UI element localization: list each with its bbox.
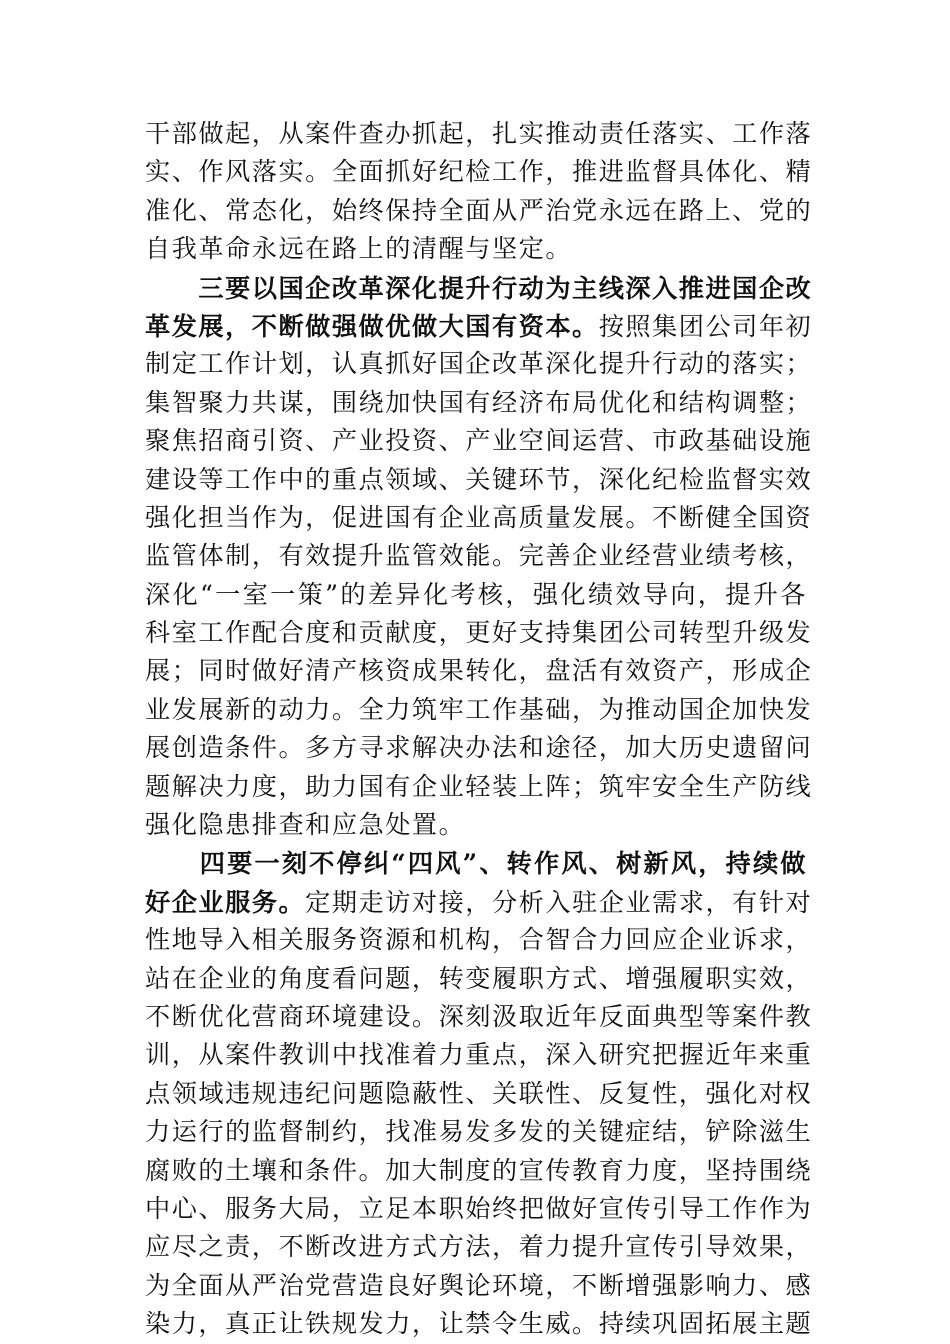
text-line: [145, 844, 807, 882]
body-text: 染力，真正让铁规发力，让禁令生威。持续巩固拓展主题: [145, 1309, 813, 1339]
text-line: [145, 1075, 813, 1113]
text-line: [145, 269, 813, 307]
text-line: [145, 422, 813, 460]
text-line: [145, 1228, 813, 1266]
body-text: 展创造条件。多方寻求解决办法和途径，加大历史遗留问: [145, 733, 813, 763]
body-text: 力运行的监督制约，找准易发多发的关键症结，铲除滋生: [145, 1117, 813, 1147]
body-text: 按照集团公司年初: [598, 311, 813, 341]
text-line: [145, 806, 807, 844]
bold-heading-text: 好企业服务。: [145, 886, 306, 917]
body-text: 科室工作配合度和贡献度，更好支持集团公司转型升级发: [145, 618, 813, 648]
text-line: [145, 729, 813, 767]
body-text: 站在企业的角度看问题，转变履职方式、增强履职实效，: [145, 963, 813, 993]
body-text: 训，从案件教训中找准着力重点，深入研究把握近年来重: [145, 1040, 813, 1070]
body-text: 监管体制，有效提升监管效能。完善企业经营业绩考核，: [145, 541, 813, 571]
text-line: [145, 1267, 813, 1305]
text-line: [145, 614, 813, 652]
body-text: 深化“一室一策”的差异化考核，强化绩效导向，提升各: [145, 579, 807, 609]
text-line: [145, 461, 813, 499]
body-text: 集智聚力共谋，围绕加快国有经济布局优化和结构调整；: [145, 387, 813, 417]
text-line: [145, 998, 813, 1036]
body-text: 定期走访对接，分析入驻企业需求，有针对: [305, 887, 813, 917]
text-line: [145, 192, 813, 230]
text-line: [145, 921, 813, 959]
body-text: 制定工作计划，认真抓好国企改革深化提升行动的落实；: [145, 349, 813, 379]
bold-heading-text: 三要以国企改革深化提升行动为主线深入推进国企改: [145, 272, 813, 303]
text-line: [145, 153, 813, 191]
body-text: 为全面从严治党营造良好舆论环境，不断增强影响力、感: [145, 1270, 813, 1300]
body-text: 强化担当作为，促进国有企业高质量发展。不断健全国资: [145, 502, 813, 532]
body-text: 干部做起，从案件查办抓起，扎实推动责任落实、工作落: [145, 119, 813, 148]
text-line: [145, 768, 813, 806]
body-text: 自我革命永远在路上的清醒与坚定。: [145, 234, 572, 264]
text-line: [145, 345, 813, 383]
body-text: 聚焦招商引资、产业投资、产业空间运营、市政基础设施: [145, 426, 813, 456]
text-line: [145, 1190, 813, 1228]
text-line: [145, 307, 813, 345]
body-text: 点领域违规违纪问题隐蔽性、关联性、反复性，强化对权: [145, 1078, 813, 1108]
text-line: [145, 499, 813, 537]
text-line: [145, 576, 807, 614]
text-line: [145, 230, 807, 268]
text-line: [145, 115, 813, 153]
body-text: 建设等工作中的重点领域、关键环节，深化纪检监督实效: [145, 464, 813, 494]
text-line: [145, 1113, 813, 1151]
body-text: 不断优化营商环境建设。深刻汲取近年反面典型等案件教: [145, 1001, 813, 1031]
body-text: 应尽之责，不断改进方式方法，着力提升宣传引导效果，: [145, 1232, 813, 1262]
text-line: [145, 537, 813, 575]
bold-heading-text: 革发展，不断做强做优做大国有资本。: [145, 310, 599, 341]
text-line: [145, 1036, 813, 1074]
body-text: 中心、服务大局，立足本职始终把做好宣传引导工作作为: [145, 1193, 813, 1223]
text-line: [145, 652, 813, 690]
body-text: 强化隐患排查和应急处置。: [145, 810, 466, 840]
bold-heading-text: 四要一刻不停纠“四风”、转作风、树新风，持续做: [145, 848, 807, 879]
body-text: 题解决力度，助力国有企业轻装上阵；筑牢安全生产防线: [145, 771, 813, 801]
document-body: [145, 115, 813, 1344]
text-line: [145, 1305, 813, 1343]
text-line: [145, 691, 813, 729]
body-text: 腐败的土壤和条件。加大制度的宣传教育力度，坚持围绕: [145, 1155, 813, 1185]
text-line: [145, 384, 813, 422]
text-line: [145, 960, 813, 998]
body-text: 展；同时做好清产核资成果转化，盘活有效资产，形成企: [145, 656, 813, 686]
text-line: [145, 883, 813, 921]
body-text: 业发展新的动力。全力筑牢工作基础，为推动国企加快发: [145, 694, 813, 724]
body-text: 准化、常态化，始终保持全面从严治党永远在路上、党的: [145, 195, 813, 225]
text-line: [145, 1152, 813, 1190]
body-text: 性地导入相关服务资源和机构，合智合力回应企业诉求，: [145, 925, 813, 955]
body-text: 实、作风落实。全面抓好纪检工作，推进监督具体化、精: [145, 157, 813, 187]
